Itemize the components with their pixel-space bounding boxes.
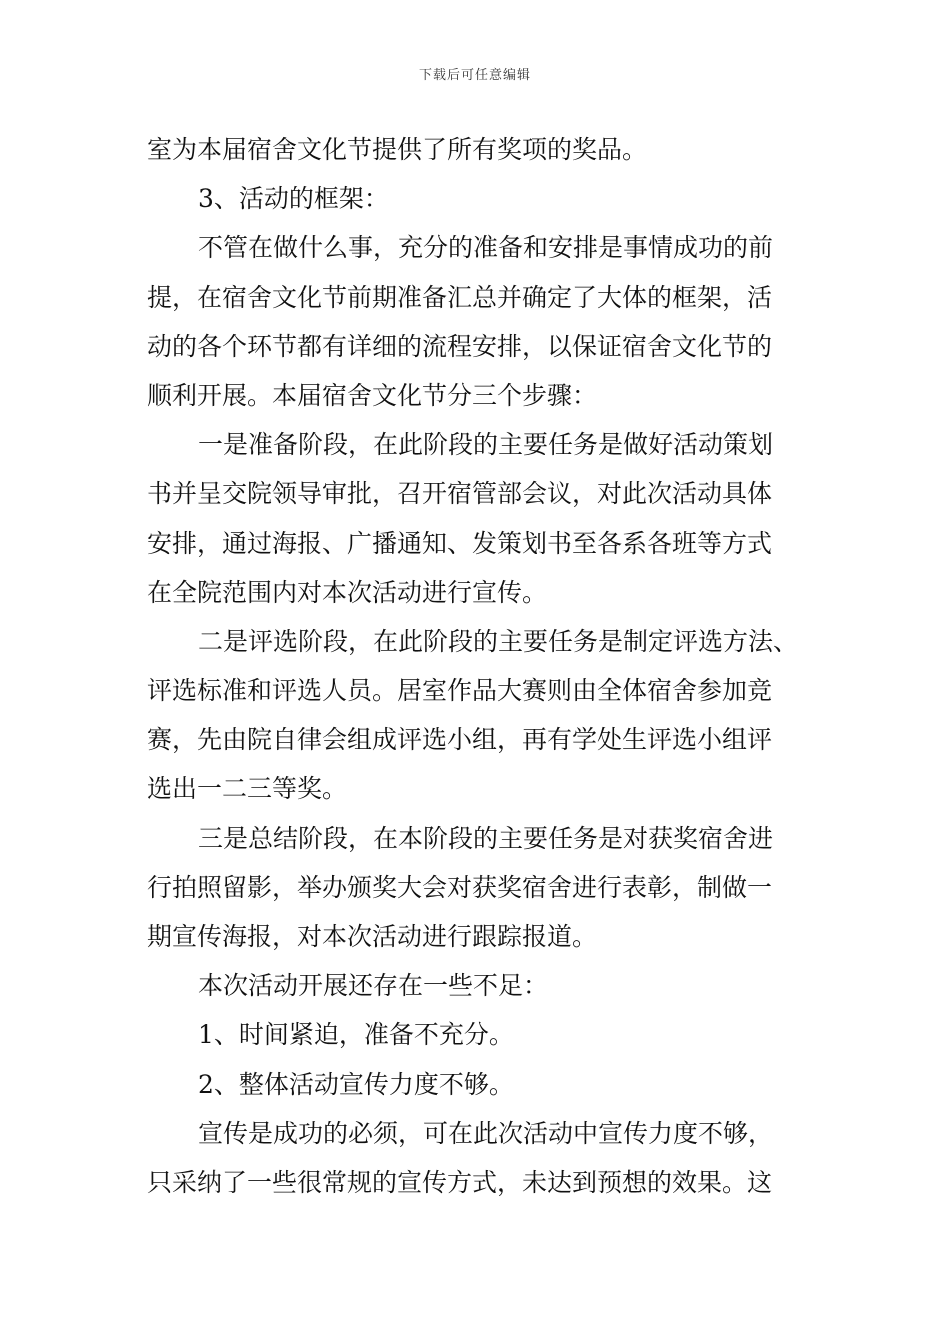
page-header: 下载后可任意编辑 xyxy=(418,68,531,83)
list-item: 2、整体活动宣传力度不够。 xyxy=(198,1069,514,1099)
text-line: 选出一二三等奖。 xyxy=(147,774,348,804)
text-line: 本次活动开展还存在一些不足： xyxy=(198,971,549,1001)
document-body xyxy=(147,125,812,1207)
text-line: 在全院范围内对本次活动进行宣传。 xyxy=(147,577,548,607)
text-line: 赛，先由院自律会组成评选小组，再有学处生评选小组评 xyxy=(147,725,773,755)
text-line: 提，在宿舍文化节前期准备汇总并确定了大体的框架，活 xyxy=(147,282,773,312)
text-line: 一是准备阶段，在此阶段的主要任务是做好活动策划 xyxy=(198,430,774,460)
text-line: 顺利开展。本届宿舍文化节分三个步骤： xyxy=(147,380,598,410)
section-heading: 3、活动的框架： xyxy=(198,184,389,214)
text-line: 行拍照留影，举办颁奖大会对获奖宿舍进行表彰，制做一 xyxy=(147,872,773,902)
text-line: 只采纳了一些很常规的宣传方式，未达到预想的效果。这 xyxy=(147,1167,773,1197)
text-line: 二是评选阶段，在此阶段的主要任务是制定评选方法、 xyxy=(198,626,799,656)
text-line: 安排，通过海报、广播通知、发策划书至各系各班等方式 xyxy=(147,528,773,558)
list-item: 1、时间紧迫，准备不充分。 xyxy=(198,1020,514,1050)
text-line: 动的各个环节都有详细的流程安排，以保证宿舍文化节的 xyxy=(147,331,773,361)
text-line: 室为本届宿舍文化节提供了所有奖项的奖品。 xyxy=(147,135,648,164)
text-line: 不管在做什么事，充分的准备和安排是事情成功的前 xyxy=(198,233,774,263)
text-line: 三是总结阶段，在本阶段的主要任务是对获奖宿舍进 xyxy=(198,823,774,853)
text-line: 期宣传海报，对本次活动进行跟踪报道。 xyxy=(147,922,598,951)
text-line: 评选标准和评选人员。居室作品大赛则由全体宿舍参加竞 xyxy=(147,676,773,706)
text-line: 宣传是成功的必须，可在此次活动中宣传力度不够， xyxy=(198,1118,774,1148)
text-line: 书并呈交院领导审批，召开宿管部会议，对此次活动具体 xyxy=(147,479,773,509)
